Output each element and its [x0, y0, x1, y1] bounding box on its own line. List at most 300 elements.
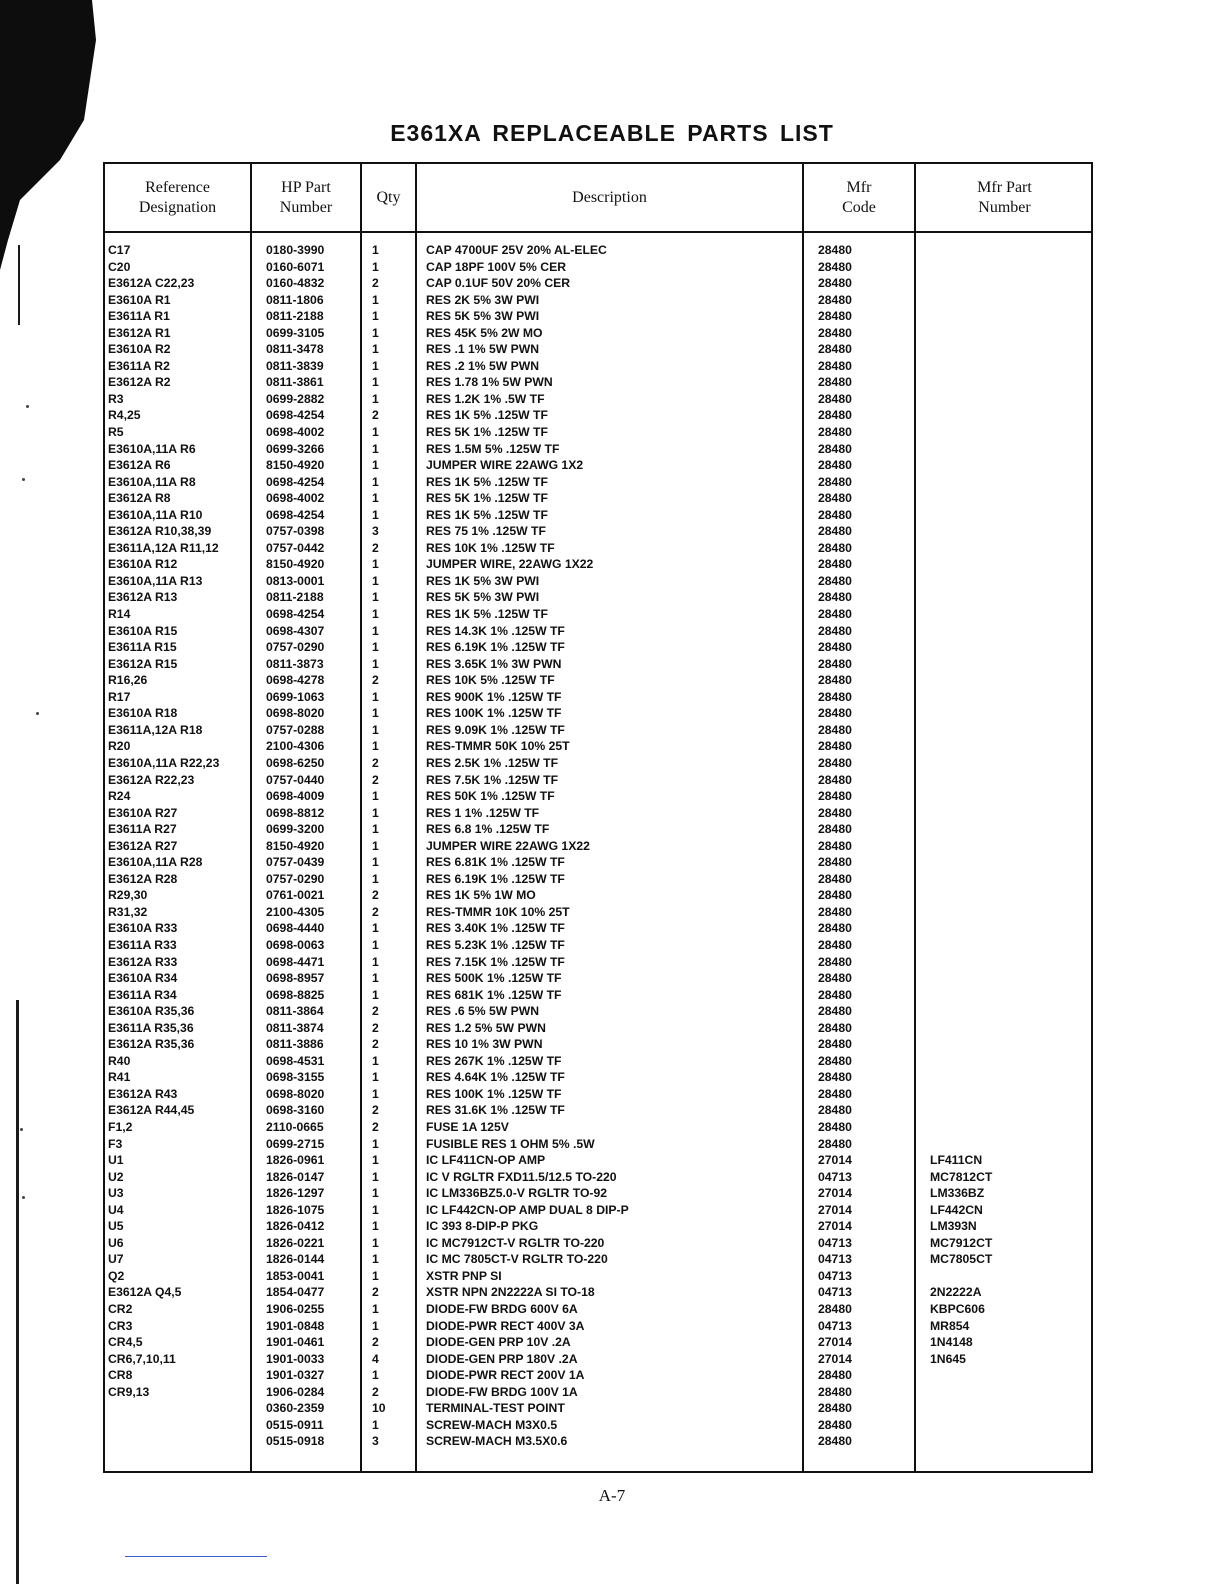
cell-quantity: 1 [372, 623, 379, 638]
cell-reference-designation: U3 [108, 1186, 124, 1201]
header-hp-part-number: HP Part Number [279, 178, 333, 216]
cell-mfr-code: 04713 [818, 1235, 852, 1250]
cell-quantity: 1 [372, 689, 379, 704]
table-row [105, 937, 1091, 954]
table-row [105, 772, 1091, 789]
table-row [105, 292, 1091, 309]
cell-mfr-part-number: MC7912CT [930, 1235, 993, 1250]
page-number: A-7 [598, 1486, 626, 1505]
cell-mfr-code: 04713 [818, 1285, 852, 1300]
table-row [105, 1185, 1091, 1202]
cell-mfr-code: 28480 [818, 1070, 852, 1085]
cell-description: IC LF411CN-OP AMP [426, 1153, 546, 1168]
cell-hp-part-number: 8150-4920 [266, 557, 325, 572]
cell-reference-designation: E3612A R10,38,39 [108, 524, 212, 539]
cell-quantity: 1 [372, 1302, 379, 1316]
table-row [105, 474, 1091, 491]
cell-mfr-code: 28480 [818, 656, 852, 671]
cell-mfr-code: 28480 [818, 1434, 852, 1449]
cell-description: JUMPER WIRE, 22AWG 1X22 [426, 557, 594, 572]
cell-description: RES 6.19K 1% .125W TF [426, 871, 565, 886]
cell-reference-designation: R31,32 [108, 904, 148, 919]
cell-description: XSTR NPN 2N2222A SI TO-18 [426, 1285, 595, 1300]
cell-mfr-code: 27014 [818, 1153, 852, 1168]
cell-quantity: 1 [372, 507, 379, 522]
cell-mfr-code: 28480 [818, 1053, 852, 1068]
table-row [105, 1086, 1091, 1103]
cell-reference-designation: E3610A R2 [108, 342, 171, 357]
cell-quantity: 1 [372, 425, 379, 440]
cell-reference-designation: E3610A R1 [108, 292, 171, 307]
cell-hp-part-number: 0698-8812 [266, 805, 325, 820]
table-row [105, 1020, 1091, 1037]
cell-quantity: 1 [372, 855, 379, 870]
cell-mfr-code: 28480 [818, 590, 852, 605]
table-row [105, 374, 1091, 391]
cell-hp-part-number: 0757-0440 [266, 772, 325, 787]
cell-quantity: 1 [372, 838, 379, 853]
cell-mfr-part-number: LF442CN [930, 1202, 983, 1217]
cell-reference-designation: CR4,5 [108, 1335, 143, 1350]
cell-mfr-code: 28480 [818, 524, 852, 539]
cell-hp-part-number: 0698-4440 [266, 921, 325, 936]
cell-mfr-part-number: MC7805CT [930, 1252, 993, 1267]
cell-reference-designation: E3610A,11A R8 [108, 474, 196, 489]
cell-description: RES 10K 1% .125W TF [426, 540, 555, 555]
cell-quantity: 1 [372, 805, 379, 820]
cell-hp-part-number: 0699-3200 [266, 822, 325, 837]
cell-reference-designation: R16,26 [108, 673, 148, 688]
table-row [105, 606, 1091, 623]
cell-reference-designation: R29,30 [108, 888, 148, 903]
cell-mfr-code: 28480 [818, 904, 852, 919]
table-row [105, 1367, 1091, 1384]
cell-hp-part-number: 0698-0063 [266, 937, 325, 952]
table-row [105, 1251, 1091, 1268]
cell-mfr-code: 28480 [818, 623, 852, 638]
table-row [105, 904, 1091, 921]
cell-mfr-code: 27014 [818, 1202, 852, 1217]
cell-reference-designation: E3611A R15 [108, 640, 177, 655]
table-row [105, 573, 1091, 590]
header-mfr-code: Mfr Code [842, 178, 876, 216]
cell-quantity: 1 [372, 954, 379, 969]
cell-quantity: 1 [372, 1235, 379, 1250]
cell-reference-designation: CR3 [108, 1318, 133, 1333]
cell-mfr-code: 28480 [818, 573, 852, 588]
table-row [105, 1003, 1091, 1020]
cell-mfr-code: 28480 [818, 838, 852, 853]
cell-reference-designation: E3612A R2 [108, 375, 171, 390]
cell-quantity: 1 [372, 987, 379, 1002]
cell-description: RES 10K 5% .125W TF [426, 673, 555, 688]
cell-hp-part-number: 0811-3873 [266, 656, 324, 671]
cell-mfr-code: 28480 [818, 1136, 852, 1151]
cell-description: RES 500K 1% .125W TF [426, 971, 562, 986]
cell-reference-designation: E3612A R15 [108, 656, 178, 671]
cell-reference-designation: R4,25 [108, 408, 141, 423]
cell-description: IC 393 8-DIP-P PKG [426, 1219, 539, 1234]
table-row [105, 407, 1091, 424]
cell-mfr-code: 28480 [818, 259, 852, 274]
cell-description: RES-TMMR 10K 10% 25T [426, 904, 570, 919]
cell-quantity: 1 [372, 1070, 379, 1085]
table-row [105, 589, 1091, 606]
cell-description: FUSIBLE RES 1 OHM 5% .5W [426, 1136, 595, 1151]
cell-reference-designation: CR8 [108, 1368, 133, 1383]
cell-description: JUMPER WIRE 22AWG 1X2 [426, 458, 584, 473]
cell-reference-designation: E3611A R27 [108, 822, 177, 837]
cell-quantity: 10 [372, 1401, 386, 1416]
cell-quantity: 1 [372, 342, 379, 357]
table-row [105, 556, 1091, 573]
cell-quantity: 1 [372, 1053, 379, 1068]
cell-description: RES 50K 1% .125W TF [426, 789, 555, 804]
cell-reference-designation: E3612A R27 [108, 838, 178, 853]
table-row [105, 507, 1091, 524]
table-row [105, 1102, 1091, 1119]
table-row [105, 1284, 1091, 1301]
cell-description: DIODE-FW BRDG 600V 6A [426, 1302, 578, 1316]
cell-quantity: 1 [372, 458, 379, 473]
header-divider [105, 231, 1091, 233]
cell-description: IC MC 7805CT-V RGLTR TO-220 [426, 1252, 608, 1267]
cell-reference-designation: R3 [108, 391, 124, 406]
cell-description: RES 2.5K 1% .125W TF [426, 755, 559, 770]
cell-mfr-code: 28480 [818, 607, 852, 622]
cell-hp-part-number: 0811-3874 [266, 1020, 324, 1035]
cell-quantity: 2 [372, 772, 379, 787]
cell-quantity: 1 [372, 325, 379, 340]
cell-description: RES 7.15K 1% .125W TF [426, 954, 565, 969]
cell-quantity: 1 [372, 607, 379, 622]
cell-reference-designation: E3610A R27 [108, 805, 178, 820]
cell-reference-designation: F3 [108, 1136, 123, 1151]
cell-reference-designation: U1 [108, 1153, 124, 1168]
table-row [105, 1384, 1091, 1401]
cell-quantity: 1 [372, 1136, 379, 1151]
cell-hp-part-number: 8150-4920 [266, 838, 325, 853]
table-row [105, 523, 1091, 540]
cell-quantity: 1 [372, 1252, 379, 1267]
table-row [105, 805, 1091, 822]
cell-description: TERMINAL-TEST POINT [426, 1401, 565, 1416]
table-row [105, 1235, 1091, 1252]
cell-mfr-part-number: 2N2222A [930, 1285, 982, 1300]
cell-reference-designation: E3612A R35,36 [108, 1037, 195, 1052]
table-row [105, 1169, 1091, 1186]
cell-hp-part-number: 0698-8957 [266, 971, 325, 986]
cell-reference-designation: E3612A R22,23 [108, 772, 195, 787]
cell-quantity: 1 [372, 1417, 379, 1432]
cell-mfr-code: 04713 [818, 1169, 852, 1184]
cell-hp-part-number: 1826-1297 [266, 1186, 325, 1201]
cell-quantity: 1 [372, 937, 379, 952]
cell-mfr-code: 28480 [818, 772, 852, 787]
cell-mfr-code: 28480 [818, 391, 852, 406]
cell-quantity: 1 [372, 656, 379, 671]
cell-description: RES-TMMR 50K 10% 25T [426, 739, 570, 754]
cell-quantity: 1 [372, 722, 379, 737]
cell-reference-designation: R24 [108, 789, 131, 804]
table-row [105, 242, 1091, 259]
cell-quantity: 3 [372, 1434, 379, 1449]
cell-mfr-code: 28480 [818, 309, 852, 324]
cell-hp-part-number: 0757-0290 [266, 871, 325, 886]
cell-hp-part-number: 1906-0255 [266, 1302, 325, 1316]
cell-quantity: 1 [372, 1086, 379, 1101]
cell-mfr-code: 28480 [818, 1004, 852, 1019]
header-qty: Qty [376, 188, 401, 206]
cell-reference-designation: E3610A,11A R22,23 [108, 755, 220, 770]
cell-reference-designation: E3612A R6 [108, 458, 171, 473]
cell-quantity: 3 [372, 524, 379, 539]
cell-hp-part-number: 0813-0001 [266, 573, 325, 588]
cell-reference-designation: R5 [108, 425, 124, 440]
cell-mfr-code: 28480 [818, 855, 852, 870]
cell-hp-part-number: 0698-4471 [266, 954, 325, 969]
cell-description: RES 1.2 5% 5W PWN [426, 1020, 546, 1035]
cell-mfr-code: 28480 [818, 789, 852, 804]
cell-mfr-code: 28480 [818, 408, 852, 423]
scan-speck [36, 712, 39, 715]
table-row [105, 1036, 1091, 1053]
cell-description: RES 6.19K 1% .125W TF [426, 640, 565, 655]
cell-description: RES 1K 5% .125W TF [426, 408, 548, 423]
cell-mfr-code: 28480 [818, 1417, 852, 1432]
cell-description: RES 9.09K 1% .125W TF [426, 722, 565, 737]
cell-hp-part-number: 0811-3478 [266, 342, 324, 357]
cell-mfr-code: 28480 [818, 375, 852, 390]
scan-speck [26, 405, 29, 408]
table-row [105, 920, 1091, 937]
cell-description: DIODE-GEN PRP 180V .2A [426, 1351, 578, 1366]
cell-hp-part-number: 0698-4278 [266, 673, 325, 688]
table-row [105, 490, 1091, 507]
cell-description: IC V RGLTR FXD11.5/12.5 TO-220 [426, 1169, 617, 1184]
table-row [105, 391, 1091, 408]
cell-description: RES 5K 1% .125W TF [426, 425, 548, 440]
cell-reference-designation: E3612A R13 [108, 590, 178, 605]
cell-quantity: 1 [372, 259, 379, 274]
cell-reference-designation: U6 [108, 1235, 124, 1250]
cell-description: DIODE-PWR RECT 400V 3A [426, 1318, 585, 1333]
cell-hp-part-number: 0160-4832 [266, 276, 325, 291]
cell-hp-part-number: 0698-4254 [266, 474, 325, 489]
table-row [105, 954, 1091, 971]
cell-hp-part-number: 1901-0461 [266, 1335, 325, 1350]
cell-description: RES 900K 1% .125W TF [426, 689, 562, 704]
parts-table [103, 162, 1093, 1473]
table-row [105, 623, 1091, 640]
cell-hp-part-number: 0698-3155 [266, 1070, 325, 1085]
cell-mfr-code: 28480 [818, 276, 852, 291]
cell-reference-designation: Q2 [108, 1268, 125, 1283]
cell-description: RES 1K 5% .125W TF [426, 607, 548, 622]
cell-mfr-code: 27014 [818, 1351, 852, 1366]
cell-hp-part-number: 0761-0021 [266, 888, 325, 903]
cell-hp-part-number: 0698-4009 [266, 789, 325, 804]
cell-mfr-code: 28480 [818, 441, 852, 456]
cell-quantity: 1 [372, 243, 379, 257]
cell-quantity: 2 [372, 673, 379, 688]
table-row [105, 970, 1091, 987]
cell-hp-part-number: 0757-0398 [266, 524, 325, 539]
cell-reference-designation: E3611A R2 [108, 358, 170, 373]
cell-quantity: 1 [372, 1169, 379, 1184]
cell-description: SCREW-MACH M3.5X0.6 [426, 1434, 568, 1449]
cell-description: RES .1 1% 5W PWN [426, 342, 540, 357]
cell-reference-designation: E3612A R1 [108, 325, 171, 340]
cell-reference-designation: E3612A R8 [108, 491, 171, 506]
table-row [105, 308, 1091, 325]
cell-mfr-code: 28480 [818, 921, 852, 936]
cell-reference-designation: E3611A R33 [108, 937, 177, 952]
cell-quantity: 1 [372, 557, 379, 572]
cell-hp-part-number: 0699-2882 [266, 391, 325, 406]
cell-mfr-code: 28480 [818, 673, 852, 688]
cell-reference-designation: E3610A R15 [108, 623, 178, 638]
table-row [105, 1417, 1091, 1434]
cell-quantity: 1 [372, 491, 379, 506]
cell-quantity: 1 [372, 921, 379, 936]
cell-mfr-code: 28480 [818, 871, 852, 886]
cell-description: RES 6.81K 1% .125W TF [426, 855, 565, 870]
table-row [105, 1119, 1091, 1136]
cell-mfr-code: 28480 [818, 474, 852, 489]
table-row [105, 639, 1091, 656]
cell-mfr-code: 27014 [818, 1335, 852, 1350]
cell-hp-part-number: 0757-0439 [266, 855, 325, 870]
cell-mfr-code: 28480 [818, 1103, 852, 1118]
cell-quantity: 2 [372, 1037, 379, 1052]
cell-mfr-code: 28480 [818, 954, 852, 969]
cell-quantity: 1 [372, 789, 379, 804]
cell-mfr-code: 28480 [818, 1384, 852, 1399]
cell-reference-designation: E3611A R34 [108, 987, 177, 1002]
cell-hp-part-number: 0180-3990 [266, 243, 325, 257]
table-row [105, 788, 1091, 805]
table-row [105, 358, 1091, 375]
cell-mfr-code: 28480 [818, 689, 852, 704]
cell-reference-designation: E3612A Q4,5 [108, 1285, 182, 1300]
cell-description: DIODE-GEN PRP 10V .2A [426, 1335, 571, 1350]
cell-quantity: 1 [372, 292, 379, 307]
cell-description: RES 45K 5% 2W MO [426, 325, 543, 340]
cell-quantity: 2 [372, 1384, 379, 1399]
cell-hp-part-number: 0811-3861 [266, 375, 324, 390]
cell-description: RES 5.23K 1% .125W TF [426, 937, 565, 952]
table-row [105, 441, 1091, 458]
cell-mfr-code: 28480 [818, 358, 852, 373]
table-row [105, 821, 1091, 838]
cell-quantity: 1 [372, 309, 379, 324]
cell-hp-part-number: 0757-0290 [266, 640, 325, 655]
cell-mfr-code: 27014 [818, 1186, 852, 1201]
cell-quantity: 1 [372, 590, 379, 605]
cell-description: RES 681K 1% .125W TF [426, 987, 562, 1002]
cell-mfr-code: 28480 [818, 937, 852, 952]
cell-quantity: 1 [372, 474, 379, 489]
cell-quantity: 1 [372, 1186, 379, 1201]
table-row [105, 1202, 1091, 1219]
cell-hp-part-number: 1826-0147 [266, 1169, 325, 1184]
cell-description: RES 267K 1% .125W TF [426, 1053, 562, 1068]
cell-hp-part-number: 1826-1075 [266, 1202, 325, 1217]
cell-quantity: 1 [372, 573, 379, 588]
cell-description: DIODE-FW BRDG 100V 1A [426, 1384, 578, 1399]
cell-mfr-part-number: 1N645 [930, 1351, 966, 1366]
scan-speck [20, 1128, 23, 1131]
table-row [105, 1069, 1091, 1086]
cell-hp-part-number: 0698-8825 [266, 987, 325, 1002]
cell-quantity: 1 [372, 1268, 379, 1283]
cell-reference-designation: E3612A R28 [108, 871, 178, 886]
cell-description: RES 1K 5% 3W PWI [426, 573, 540, 588]
cell-reference-designation: R17 [108, 689, 131, 704]
cell-quantity: 2 [372, 904, 379, 919]
cell-mfr-code: 28480 [818, 292, 852, 307]
cell-reference-designation: U2 [108, 1169, 124, 1184]
cell-reference-designation: C17 [108, 243, 131, 257]
cell-quantity: 1 [372, 375, 379, 390]
scan-underline [125, 1556, 267, 1557]
table-row [105, 1268, 1091, 1285]
cell-hp-part-number: 1854-0477 [266, 1285, 325, 1300]
cell-hp-part-number: 2110-0665 [266, 1119, 324, 1134]
cell-hp-part-number: 0699-2715 [266, 1136, 325, 1151]
cell-description: SCREW-MACH M3X0.5 [426, 1417, 558, 1432]
scan-speck [22, 478, 25, 481]
cell-mfr-code: 28480 [818, 987, 852, 1002]
cell-mfr-code: 28480 [818, 1086, 852, 1101]
cell-mfr-part-number: MC7812CT [930, 1169, 993, 1184]
cell-quantity: 2 [372, 1335, 379, 1350]
cell-mfr-code: 28480 [818, 805, 852, 820]
table-row [105, 1301, 1091, 1318]
cell-hp-part-number: 1853-0041 [266, 1268, 325, 1283]
parts-rows [105, 242, 1091, 1450]
cell-quantity: 1 [372, 971, 379, 986]
cell-quantity: 1 [372, 640, 379, 655]
cell-description: RES .2 1% 5W PWN [426, 358, 540, 373]
cell-description: RES 1K 5% .125W TF [426, 474, 548, 489]
header-description: Description [572, 188, 647, 206]
cell-hp-part-number: 0160-6071 [266, 259, 325, 274]
cell-reference-designation: E3611A,12A R11,12 [108, 540, 219, 555]
cell-description: RES 7.5K 1% .125W TF [426, 772, 559, 787]
cell-mfr-code: 28480 [818, 1037, 852, 1052]
cell-mfr-code: 28480 [818, 1302, 852, 1316]
cell-hp-part-number: 0811-3864 [266, 1004, 324, 1019]
cell-reference-designation: U4 [108, 1202, 124, 1217]
cell-reference-designation: R40 [108, 1053, 131, 1068]
cell-hp-part-number: 0698-4254 [266, 507, 325, 522]
cell-quantity: 2 [372, 1119, 379, 1134]
cell-description: RES 31.6K 1% .125W TF [426, 1103, 565, 1118]
cell-hp-part-number: 0757-0288 [266, 722, 325, 737]
cell-mfr-code: 28480 [818, 557, 852, 572]
cell-mfr-code: 28480 [818, 971, 852, 986]
cell-description: RES 100K 1% .125W TF [426, 1086, 562, 1101]
cell-reference-designation: E3612A R33 [108, 954, 178, 969]
cell-hp-part-number: 0698-4254 [266, 607, 325, 622]
cell-hp-part-number: 1906-0284 [266, 1384, 325, 1399]
cell-hp-part-number: 1901-0327 [266, 1368, 325, 1383]
cell-quantity: 1 [372, 1219, 379, 1234]
cell-description: RES 1K 5% 1W MO [426, 888, 536, 903]
cell-description: RES 75 1% .125W TF [426, 524, 546, 539]
